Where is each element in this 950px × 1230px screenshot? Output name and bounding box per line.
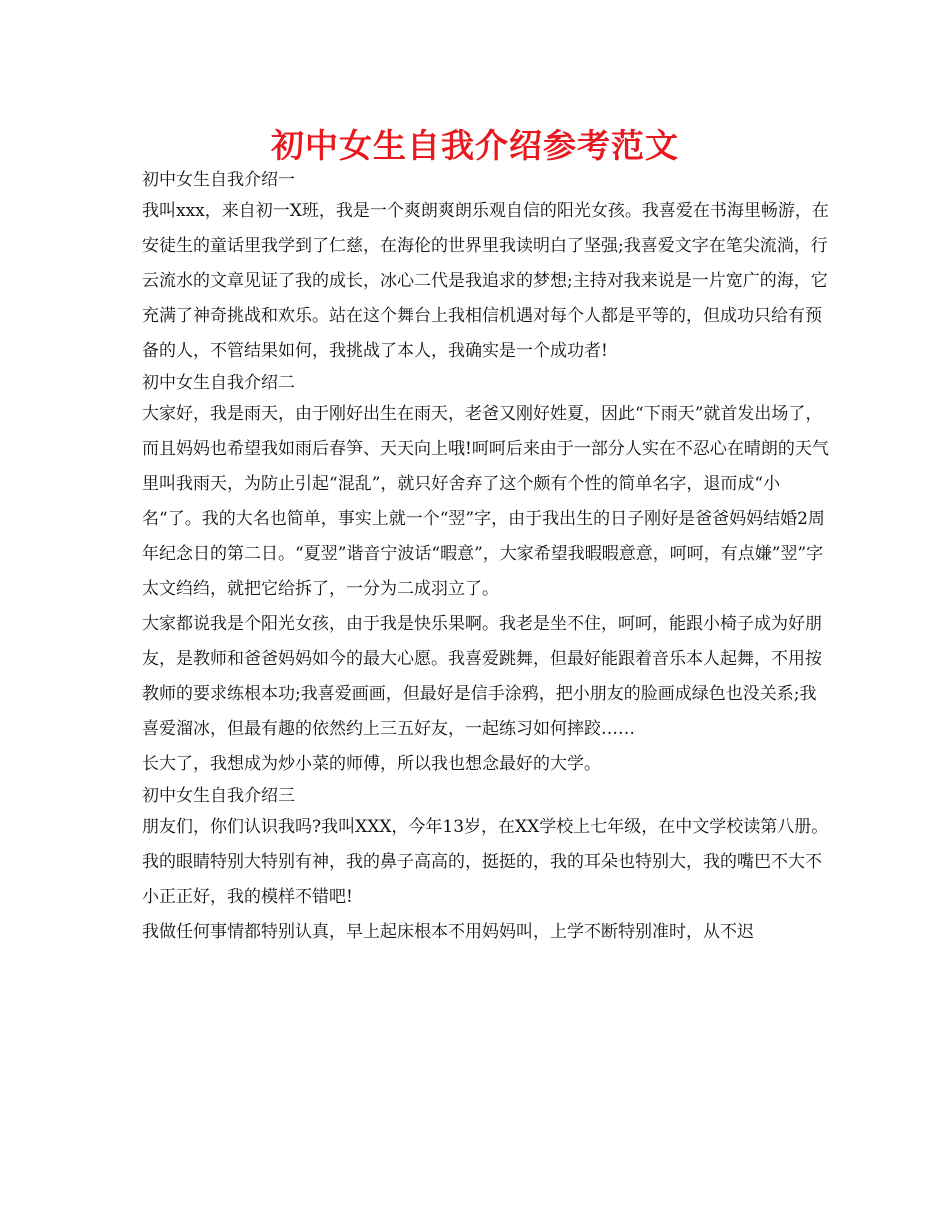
section-3-paragraph-1: 朋友们，你们认识我吗?我叫XXX，今年13岁，在XX学校上七年级，在中文学校读第八册。我的眼睛特别大特别有神，我的鼻子高高的，挺挺的，我的耳朵也特别大，我的嘴巴不大不小正正好，我的模样不错吧! [142, 817, 829, 907]
document-body [142, 166, 830, 950]
section-3-paragraph-2: 我做任何事情都特别认真，早上起床根本不用妈妈叫，上学不断特别准时，从不迟 [142, 922, 754, 942]
section-1-paragraph-1: 我叫xxx，来自初一X班，我是一个爽朗爽朗乐观自信的阳光女孩。我喜爱在书海里畅游，在安徒生的童话里我学到了仁慈，在海伦的世界里我读明白了坚强;我喜爱文字在笔尖流淌，行云流水的文章见证了我的成长，冰心二代是我追求的梦想;主持对我来说是一片宽广的海，它充满了神奇挑战和欢乐。站在这个舞台上我相信机遇对每个人都是平等的，但成功只给有预备的人，不管结果如何，我挑战了本人，我确实是一个成功者! [142, 201, 829, 361]
section-2-paragraph-1: 大家好，我是雨天，由于刚好出生在雨天，老爸又刚好姓夏，因此“下雨天”就首发出场了，而且妈妈也希望我如雨后春笋、天天向上哦!呵呵后来由于一部分人实在不忍心在晴朗的天气里叫我雨天，为防止引起“混乱”，就只好舍弃了这个颇有个性的简单名字，退而成“小名“了。我的大名也简单，事实上就一个“翌”字，由于我出生的日子刚好是爸爸妈妈结婚2周年纪念日的第二日。“夏翌”谐音宁波话“暇意”，大家希望我暇暇意意，呵呵，有点嫌”翌”字太文绉绉，就把它给拆了，一分为二成羽立了。 [142, 404, 829, 599]
section-heading-1: 初中女生自我介绍一 [142, 170, 295, 190]
document-title: 初中女生自我介绍参考范文 [271, 126, 679, 165]
section-heading-2: 初中女生自我介绍二 [142, 373, 295, 393]
section-heading-3: 初中女生自我介绍三 [142, 786, 295, 806]
section-2-paragraph-3: 长大了，我想成为炒小菜的师傅，所以我也想念最好的大学。 [142, 754, 601, 774]
section-2-paragraph-2: 大家都说我是个阳光女孩，由于我是快乐果啊。我老是坐不住，呵呵，能跟小椅子成为好朋友，是教师和爸爸妈妈如今的最大心愿。我喜爱跳舞，但最好能跟着音乐本人起舞，不用按教师的要求练根本功;我喜爱画画，但最好是信手涂鸦，把小朋友的脸画成绿色也没关系;我喜爱溜冰，但最有趣的依然约上三五好友，一起练习如何摔跤…… [142, 614, 822, 739]
